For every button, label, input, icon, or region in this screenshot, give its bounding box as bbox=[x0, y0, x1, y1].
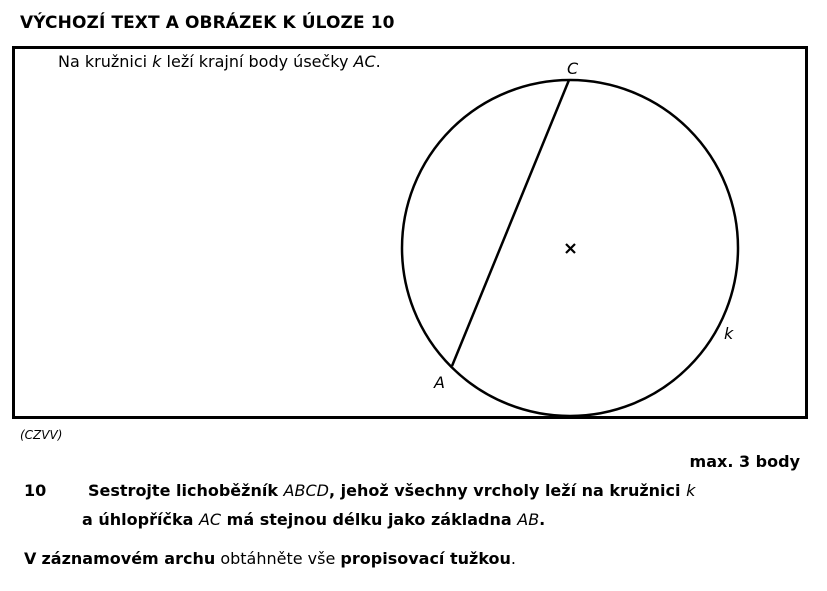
task-l1-abcd: ABCD bbox=[283, 481, 329, 500]
task-line-1 bbox=[88, 481, 695, 500]
instruction-archu: záznamovém archu bbox=[41, 549, 216, 568]
intro-k: k bbox=[152, 52, 162, 71]
task-l2-ab: AB bbox=[517, 510, 540, 529]
instruction-v: V bbox=[24, 549, 37, 568]
instruction-tuzkou: propisovací tužkou bbox=[340, 549, 511, 568]
task-l2-ac: AC bbox=[198, 510, 222, 529]
task-l1-b: , jehož všechny vrcholy leží na kružnici bbox=[328, 481, 681, 500]
instruction-mid: obtáhněte vše bbox=[220, 549, 336, 568]
center-mark-icon bbox=[566, 244, 575, 253]
max-points: max. 3 body bbox=[689, 452, 800, 471]
instruction-end: . bbox=[510, 549, 517, 568]
task-l2-end: . bbox=[539, 510, 546, 529]
task-line-2 bbox=[82, 510, 545, 529]
intro-part2: leží krajní body úsečky bbox=[166, 52, 349, 71]
instruction-text bbox=[24, 549, 516, 568]
label-c: C bbox=[567, 59, 579, 78]
label-a: A bbox=[434, 373, 445, 392]
task-number: 10 bbox=[24, 481, 47, 500]
exercise-heading: VÝCHOZÍ TEXT A OBRÁZEK K ÚLOZE 10 bbox=[20, 13, 395, 33]
source-note: (CZVV) bbox=[20, 428, 63, 442]
segment-ac bbox=[452, 80, 569, 366]
intro-part1: Na kružnici bbox=[58, 52, 148, 71]
task-l1-a: Sestrojte lichoběžník bbox=[88, 481, 278, 500]
task-l1-k: k bbox=[686, 481, 696, 500]
intro-end: . bbox=[375, 52, 381, 71]
intro-ac: AC bbox=[353, 52, 376, 71]
label-k: k bbox=[724, 324, 734, 343]
task-l2-b: má stejnou délku jako základna bbox=[226, 510, 512, 529]
task-l2-a: a úhlopříčka bbox=[82, 510, 194, 529]
